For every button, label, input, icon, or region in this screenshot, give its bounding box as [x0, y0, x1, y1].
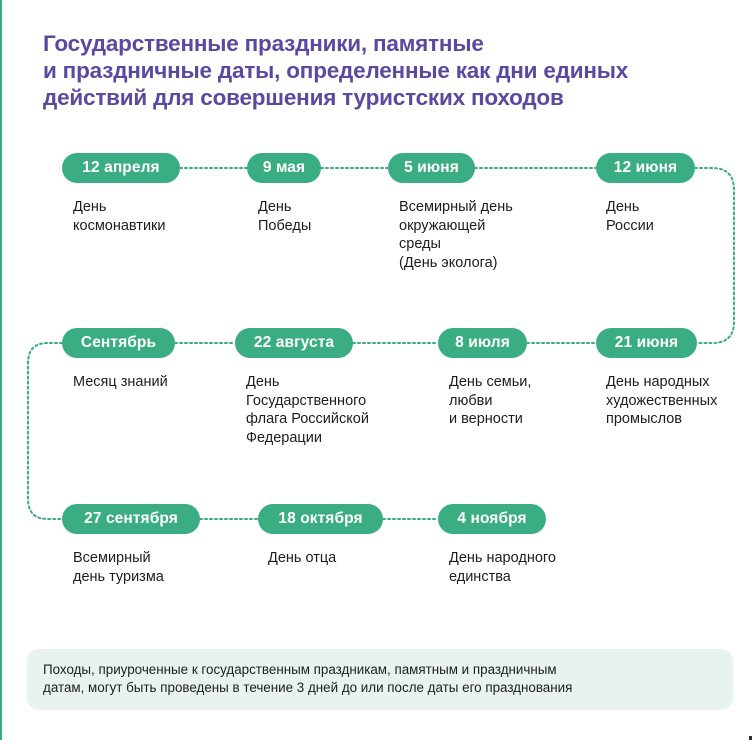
page-title [43, 30, 628, 111]
date-pill-4-november: 4 ноября [438, 504, 546, 534]
description-line: художественных [606, 392, 718, 409]
holiday-description [449, 373, 531, 429]
date-pill-9-may: 9 мая [247, 153, 321, 183]
title-line: Государственные праздники, памятные [43, 31, 484, 56]
holiday-description [268, 549, 336, 568]
description-line: День [246, 374, 280, 390]
description-line: Месяц знаний [73, 374, 168, 390]
date-pill-september: Сентябрь [62, 328, 175, 358]
title-line: и праздничные даты, определенные как дни единых [43, 58, 629, 83]
info-note [27, 649, 733, 710]
note-line: Походы, приуроченные к государственным праздникам, памятным и праздничным [43, 662, 557, 677]
date-pill-22-august: 22 августа [235, 328, 353, 358]
description-line: День семьи, [449, 374, 532, 390]
description-line: и верности [449, 411, 523, 427]
holiday-description [246, 373, 369, 447]
description-line: единства [449, 568, 511, 585]
holiday-description [449, 549, 556, 586]
description-line: Федерации [246, 429, 322, 446]
description-line: (День эколога) [399, 254, 498, 271]
description-line: день туризма [73, 568, 164, 585]
title-line: действий для совершения туристских походов [43, 85, 564, 110]
holiday-description [606, 198, 654, 235]
holiday-description [258, 198, 311, 235]
description-line: День [606, 199, 640, 215]
description-line: России [606, 217, 654, 234]
description-line: Всемирный день [399, 199, 513, 215]
holiday-description [73, 549, 164, 586]
description-line: среды [399, 236, 441, 252]
note-line: датам, могут быть проведены в течение 3 дней до или после даты его празднования [43, 680, 573, 695]
description-line: День [73, 199, 107, 215]
holiday-description [73, 373, 168, 392]
description-line: Победы [258, 217, 312, 234]
date-pill-27-september: 27 сентября [62, 504, 200, 534]
description-line: Государственного [246, 392, 367, 409]
description-line: День народных [606, 374, 710, 390]
description-line: День [258, 199, 292, 215]
date-pill-5-june: 5 июня [388, 153, 475, 183]
date-pill-12-june: 12 июня [596, 153, 695, 183]
date-pill-12-april: 12 апреля [62, 153, 180, 183]
date-pill-21-june: 21 июня [596, 328, 697, 358]
description-line: любви [449, 392, 493, 409]
description-line: флага Российской [246, 411, 369, 427]
holiday-description [606, 373, 717, 429]
holiday-description [399, 198, 513, 272]
description-line: Всемирный [73, 550, 151, 566]
description-line: День отца [268, 550, 337, 566]
description-line: окружающей [399, 217, 486, 234]
left-accent-rule [0, 0, 2, 740]
page-number-mark [749, 736, 752, 740]
description-line: День народного [449, 550, 556, 566]
description-line: промыслов [606, 411, 683, 427]
holiday-description [73, 198, 166, 235]
date-pill-8-july: 8 июля [438, 328, 527, 358]
description-line: космонавтики [73, 217, 166, 234]
date-pill-18-october: 18 октября [258, 504, 383, 534]
